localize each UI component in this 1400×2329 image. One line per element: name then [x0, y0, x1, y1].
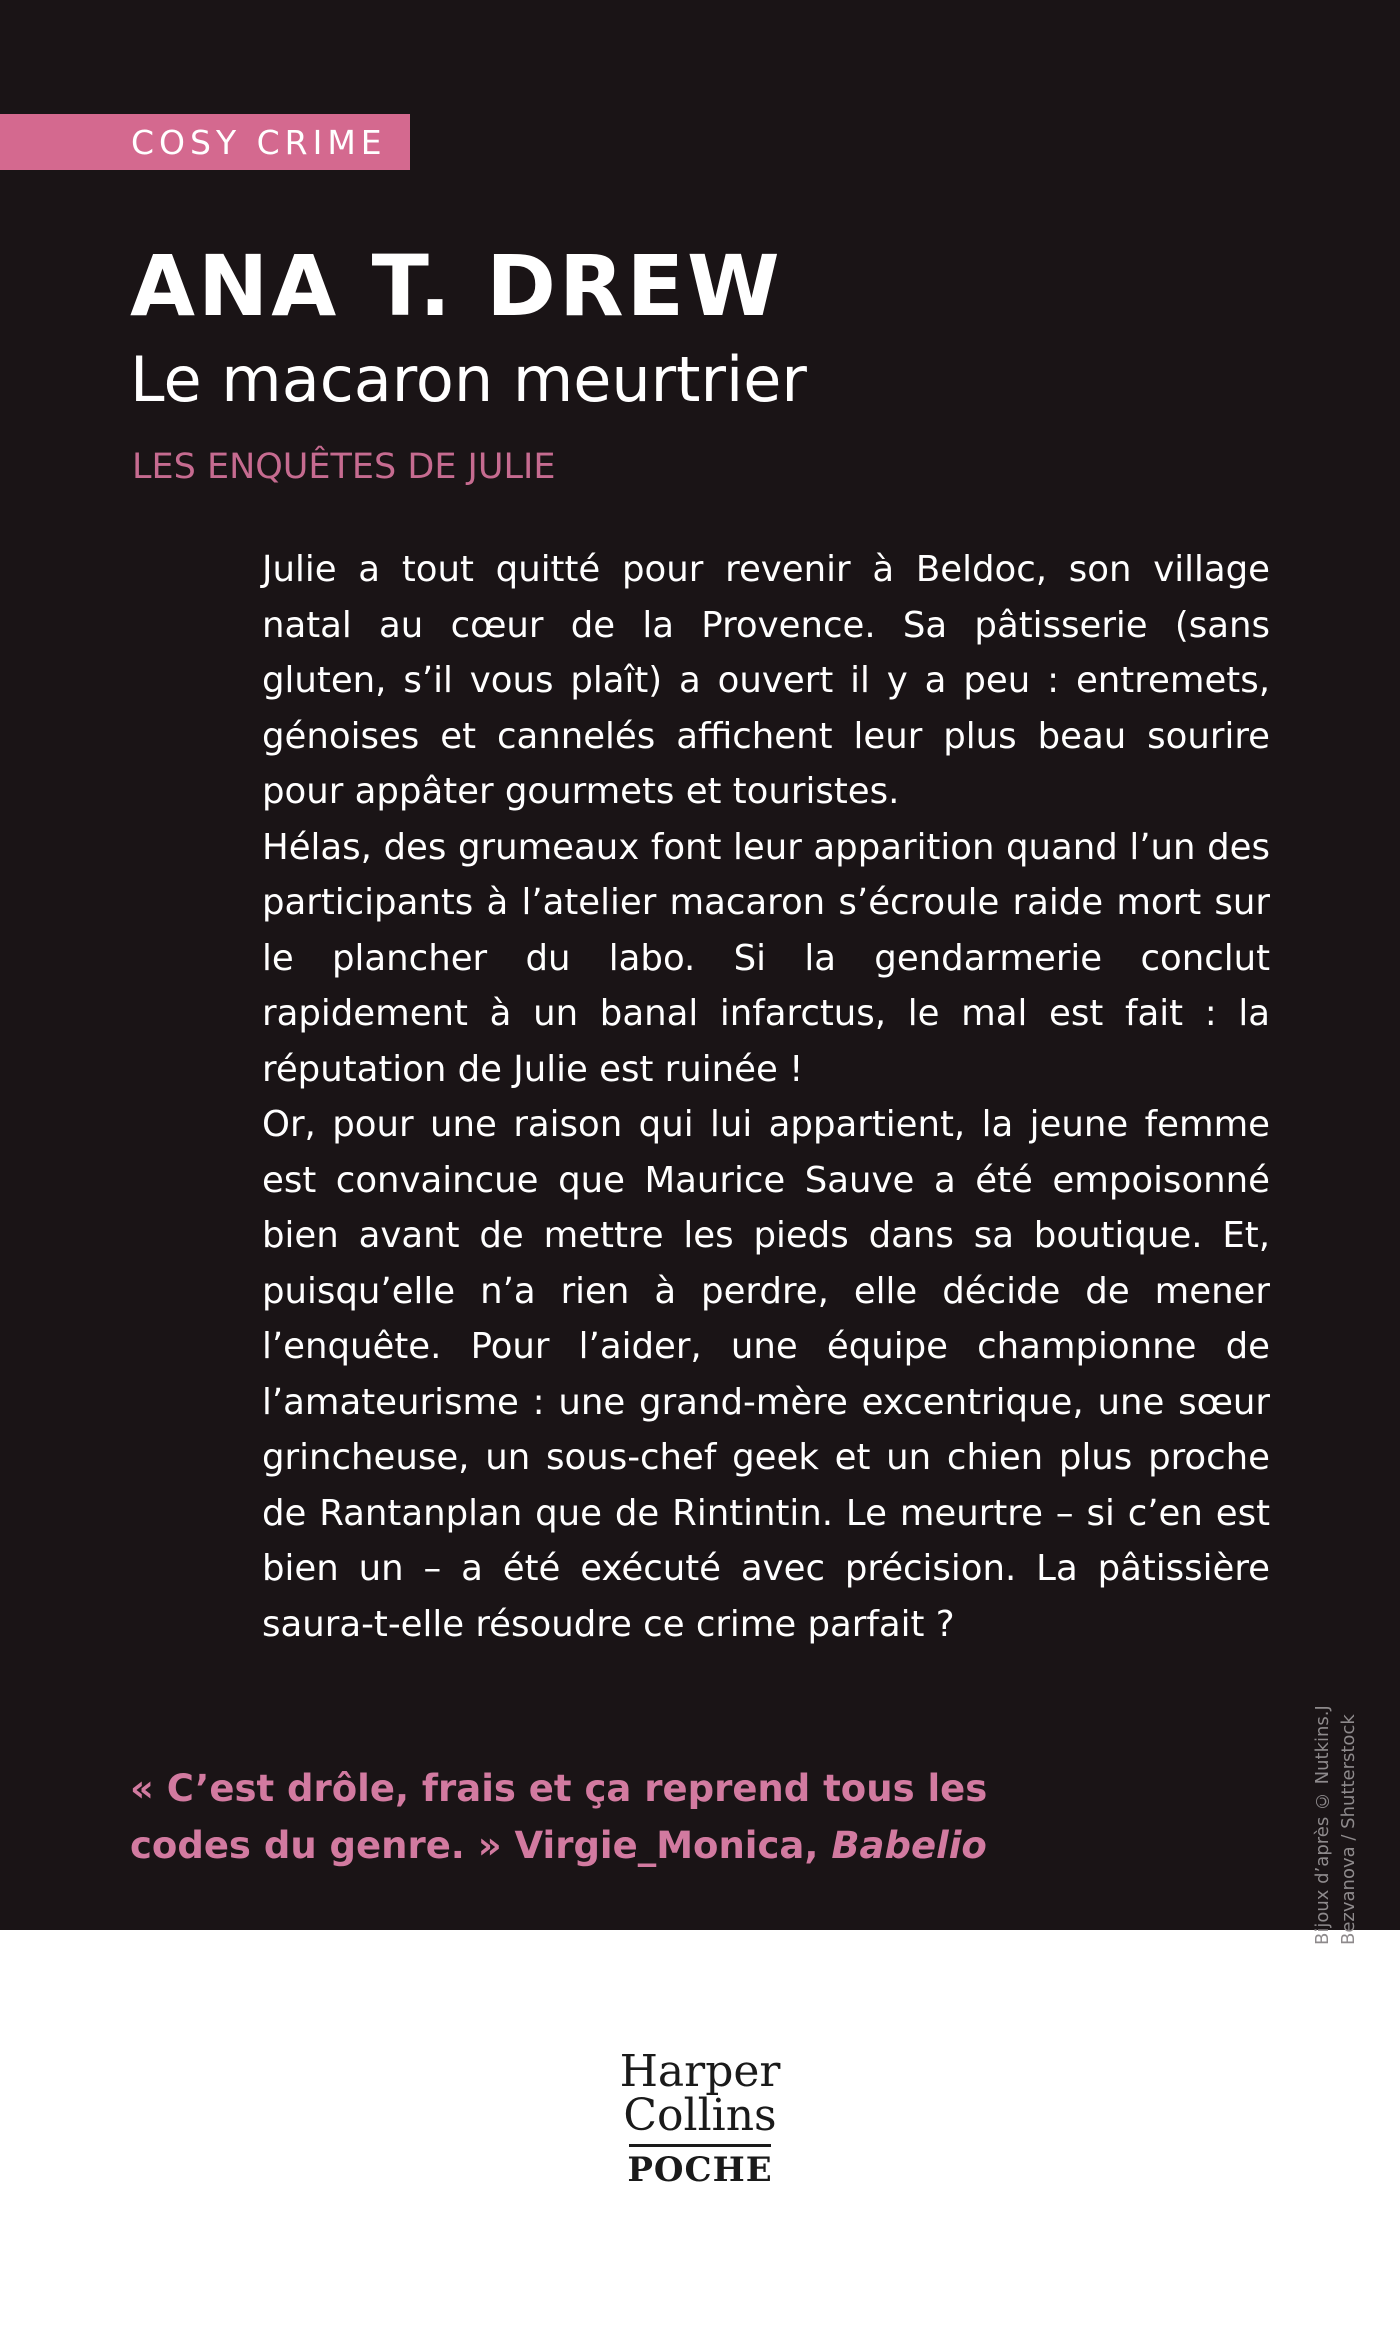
synopsis-paragraph: Julie a tout quitté pour revenir à Beldoc, son village natal au cœur de la Provence. Sa pâtisserie (sans gluten, s’il vous plaît) a ouvert il y a peu : entremets, génoises et cannelés affichent leur plus beau sourire pour appâter gourmets et touristes.	[262, 549, 1270, 812]
review-quote	[130, 1760, 1110, 1874]
book-title: Le macaron meurtrier	[130, 343, 807, 416]
publisher-logo-poche: POCHE	[627, 2150, 773, 2190]
publisher-logo-collins: Collins	[623, 2090, 777, 2141]
genre-label: COSY CRIME	[131, 122, 387, 162]
image-credit-line: Bezvanova / Shutterstock	[1338, 1714, 1359, 1945]
publisher-logo	[600, 2046, 800, 2190]
author-name: ANA T. DREW	[130, 237, 783, 335]
image-credit-line: Bijoux d’après © Nutkins.J	[1312, 1705, 1333, 1945]
series-name: LES ENQUÊTES DE JULIE	[132, 447, 556, 487]
publisher-logo-harper: Harper	[619, 2046, 781, 2097]
synopsis-paragraph: Hélas, des grumeaux font leur apparition quand l’un des participants à l’atelier macaron s’écroule raide mort sur le plancher du labo. Si la gendarmerie conclut rapidement à un banal infarctus, le mal est fait : la réputation de Julie est ruinée !	[262, 826, 1270, 1090]
synopsis	[262, 542, 1270, 1652]
image-credit	[1310, 1645, 1370, 1945]
genre-band	[0, 114, 410, 170]
review-quote-source: Babelio	[831, 1824, 987, 1867]
synopsis-paragraph: Or, pour une raison qui lui appartient, la jeune femme est convaincue que Maurice Sauve a été empoisonné bien avant de mettre les pieds dans sa boutique. Et, puisqu’elle n’a rien à perdre, elle décide de mener l’enquête. Pour l’aider, une équipe championne de l’amateurisme : une grand-mère excentrique, une sœur grincheuse, un sous-chef geek et un chien plus proche de Rantanplan que de Rintintin. Le meurtre – si c’en est bien un – a été exécuté avec précision. La pâtissière saura-t-elle résoudre ce crime parfait ?	[262, 1104, 1270, 1645]
review-quote-text: « C’est drôle, frais et ça reprend tous les codes du genre. » Virgie_Monica,	[130, 1767, 988, 1867]
publisher-logo-rule	[629, 2144, 771, 2147]
